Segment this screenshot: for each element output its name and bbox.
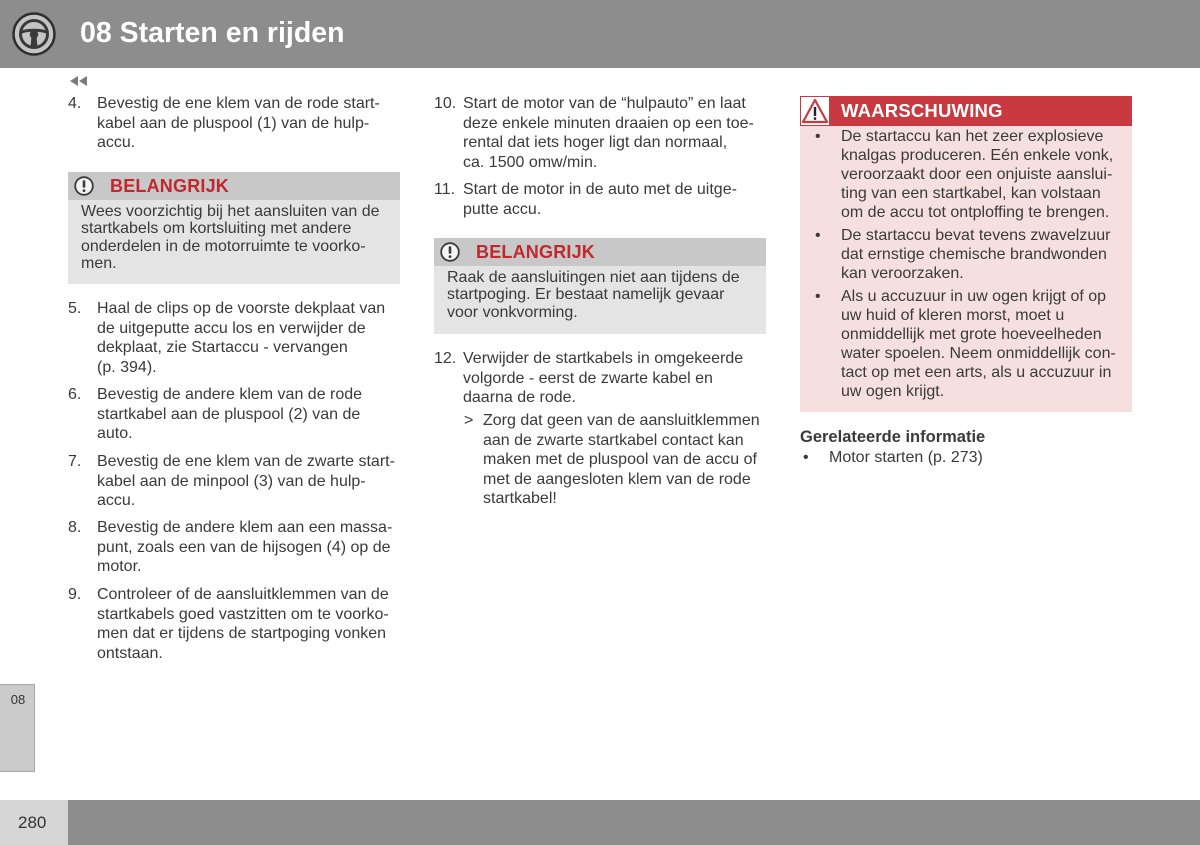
chapter-tab-label: 08 [10, 692, 26, 707]
notice-text: Wees voorzichtig bij het aansluiten van de startkabels om kortsluiting met andere onderdelen in de motorruimte te voorko- men. [81, 203, 380, 273]
exclamation-circle-icon [440, 242, 460, 262]
double-chevron-left-icon[interactable] [70, 76, 87, 86]
step-number: 10. [434, 95, 457, 112]
notice-title: BELANGRIJK [110, 176, 230, 196]
sub-step-marker: > [464, 412, 474, 429]
step-text: Controleer of de aansluitklemmen van de startkabels goed vastzitten om te voorko- men dat er tijdens de startpoging vonken ontstaan. [97, 586, 389, 662]
step-number: 9. [68, 586, 82, 603]
warning-text: De startaccu bevat tevens zwavelzuur dat ernstige chemische brandwonden kan veroorzaken. [841, 227, 1111, 282]
step-item [434, 180, 766, 219]
bullet: • [815, 288, 821, 306]
sub-step-text: Zorg dat geen van de aansluitklemmen aan de zwarte startkabel contact kan maken met de pluspool van de accu of met de aangesloten klem van de rode startkabel! [483, 412, 760, 507]
step-number: 5. [68, 300, 82, 317]
important-notice [68, 172, 400, 284]
step-number: 11. [434, 181, 456, 198]
step-text: Bevestig de ene klem van de zwarte start- kabel aan de minpool (3) van de hulp- accu. [97, 453, 395, 509]
warning-text: Als u accuzuur in uw ogen krijgt of op uw huid of kleren morst, moet u onmiddellijk met grote hoeveelheden water spoelen. Neem onmiddellijk con- tact op met een arts, als u accuzuur in uw ogen krijgt. [841, 288, 1116, 400]
step-item [68, 518, 400, 577]
page-number-box [0, 800, 68, 845]
step-text: Bevestig de andere klem van de rode startkabel aan de pluspool (2) van de auto. [97, 386, 363, 442]
step-text: Bevestig de ene klem van de rode start- kabel aan de pluspool (1) van de hulp- accu. [97, 95, 380, 151]
step-item [68, 94, 400, 153]
sub-step [434, 411, 766, 509]
notice-title: BELANGRIJK [476, 242, 596, 262]
bullet: • [803, 449, 809, 466]
notice-header [434, 238, 766, 266]
page-number: 280 [18, 813, 47, 832]
warning-list-item [800, 227, 1132, 284]
notice-text: Raak de aansluitingen niet aan tijdens de startpoging. Er bestaat namelijk gevaar voor vonkvorming. [447, 269, 740, 321]
step-item [434, 94, 766, 172]
notice-header [68, 172, 400, 200]
bullet: • [815, 128, 821, 145]
page-footer [0, 800, 1200, 845]
important-notice [434, 238, 766, 334]
warning-box [800, 96, 1132, 412]
step-number: 6. [68, 386, 82, 403]
warning-list-item [800, 128, 1132, 223]
bullet: • [815, 227, 821, 245]
chapter-tab [0, 684, 35, 772]
exclamation-circle-icon [74, 176, 94, 196]
step-number: 7. [68, 453, 82, 470]
step-item [68, 585, 400, 663]
step-number: 8. [68, 519, 82, 536]
step-text: Start de motor van de “hulpauto” en laat deze enkele minuten draaien op een toe- rental dat iets hoger ligt dan normaal, ca. 1500 omw/min. [463, 95, 754, 171]
step-item [68, 385, 400, 444]
step-number: 12. [434, 350, 457, 367]
related-info-link[interactable] [800, 448, 1132, 468]
related-info-text[interactable]: Motor starten (p. 273) [829, 449, 983, 466]
step-number: 4. [68, 95, 82, 112]
warning-list [800, 126, 1132, 402]
warning-title: WAARSCHUWING [841, 100, 1003, 121]
warning-triangle-icon [801, 97, 829, 125]
related-info-heading: Gerelateerde informatie [800, 428, 986, 446]
step-text: Bevestig de andere klem aan een massa- punt, zoals een van de hijsogen (4) op de motor. [97, 519, 393, 575]
step-text: Haal de clips op de voorste dekplaat van de uitgeputte accu los en verwijder de dekplaat, zie Startaccu - vervangen (p. 394). [97, 300, 386, 376]
chapter-title: 08 Starten en rijden [80, 17, 345, 49]
warning-list-item [800, 288, 1132, 401]
step-item [68, 452, 400, 511]
steering-wheel-icon [12, 12, 56, 56]
step-text: Verwijder de startkabels in omgekeerde volgorde - eerst de zwarte kabel en daarna de rode. [463, 350, 744, 406]
step-item [68, 299, 400, 377]
warning-header [800, 96, 1132, 126]
step-item [434, 349, 766, 507]
step-text: Start de motor in de auto met de uitge- putte accu. [463, 181, 737, 218]
chapter-header [0, 0, 1200, 68]
warning-text: De startaccu kan het zeer explosieve knalgas produceren. Eén enkele vonk, veroorzaakt door een onjuiste aanslui- ting van een startkabel, kan volstaan om de accu tot ontploffing te brengen. [841, 128, 1114, 221]
